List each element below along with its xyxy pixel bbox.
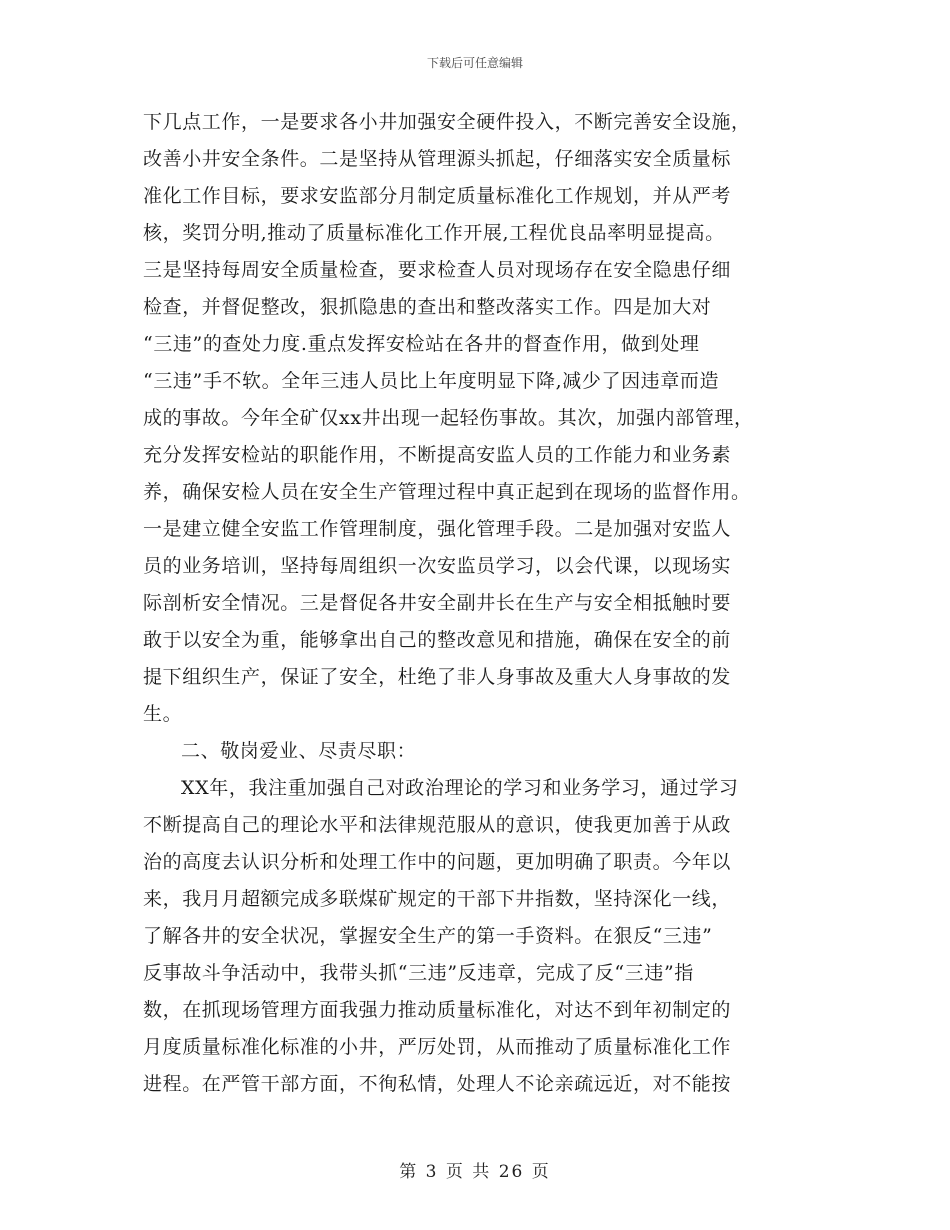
body-line: 了解各井的安全状况，掌握安全生产的第一手资料。在狠反“三违” [143, 925, 713, 947]
body-line: 检查，并督促整改，狠抓隐患的查出和整改落实工作。四是加大对 [143, 296, 712, 318]
body-line: 治的高度去认识分析和处理工作中的问题，更加明确了职责。今年以 [143, 851, 732, 873]
body-line: 员的业务培训，坚持每周组织一次安监员学习，以会代课，以现场实 [143, 555, 732, 577]
body-line: 下几点工作，一是要求各小井加强安全硬件投入，不断完善安全设施， [143, 111, 751, 133]
body-line: 反事故斗争活动中，我带头抓“三违”反违章，完成了反“三违”指 [143, 962, 694, 984]
page-header-note: 下载后可任意编辑 [426, 56, 523, 70]
body-line: 充分发挥安检站的职能作用，不断提高安监人员的工作能力和业务素 [143, 444, 732, 466]
body-line: 一是建立健全安监工作管理制度，强化管理手段。二是加强对安监人 [143, 518, 732, 540]
body-line: 成的事故。今年全矿仅xx井出现一起轻伤事故。其次，加强内部管理， [143, 407, 754, 429]
body-line: 数，在抓现场管理方面我强力推动质量标准化，对达不到年初制定的 [143, 999, 732, 1021]
body-line: 核，奖罚分明,推动了质量标准化工作开展,工程优良品率明显提高。 [143, 222, 725, 244]
body-line: 生。 [143, 703, 183, 725]
document-body [143, 104, 823, 1103]
body-line: 进程。在严管干部方面，不徇私情，处理人不论亲疏远近，对不能按 [143, 1073, 732, 1095]
body-line: 来，我月月超额完成多联煤矿规定的干部下井指数，坚持深化一线， [143, 888, 732, 910]
page-number: 第 3 页 共 26 页 [399, 1162, 551, 1182]
body-line: 养，确保安检人员在安全生产管理过程中真正起到在现场的监督作用。 [143, 481, 751, 503]
body-line: “三违”的查处力度.重点发挥安检站在各井的督查作用，做到处理 [143, 333, 700, 355]
body-line: 敢于以安全为重，能够拿出自己的整改意见和措施，确保在安全的前 [143, 629, 732, 651]
body-line: 际剖析安全情况。三是督促各井安全副井长在生产与安全相抵触时要 [143, 592, 732, 614]
body-line: 准化工作目标，要求安监部分月制定质量标准化工作规划，并从严考 [143, 185, 732, 207]
body-line: “三违”手不软。全年三违人员比上年度明显下降,减少了因违章而造 [143, 370, 720, 392]
paragraph-first-line: XX年，我注重加强自己对政治理论的学习和业务学习，通过学习 [181, 777, 739, 799]
section-heading: 二、敬岗爱业、尽责尽职： [181, 740, 417, 762]
body-line: 不断提高自己的理论水平和法律规范服从的意识，使我更加善于从政 [143, 814, 732, 836]
body-line: 改善小井安全条件。二是坚持从管理源头抓起，仔细落实安全质量标 [143, 148, 732, 170]
body-line: 提下组织生产，保证了安全，杜绝了非人身事故及重大人身事故的发 [143, 666, 732, 688]
body-line: 月度质量标准化标准的小井，严厉处罚，从而推动了质量标准化工作 [143, 1036, 732, 1058]
body-line: 三是坚持每周安全质量检查，要求检查人员对现场存在安全隐患仔细 [143, 259, 732, 281]
